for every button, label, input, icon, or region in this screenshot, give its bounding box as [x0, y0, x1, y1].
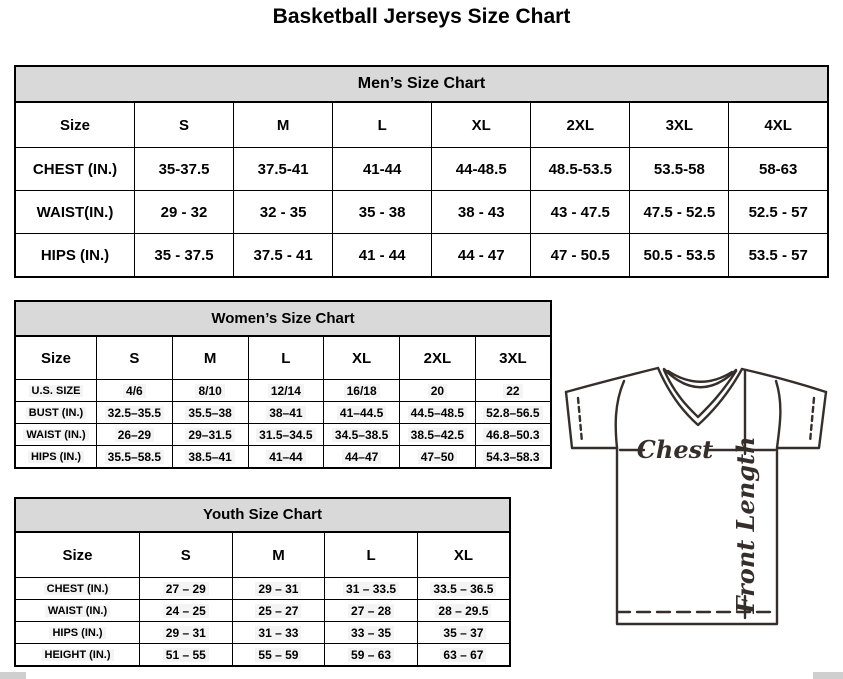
measurement-value: 26–29: [115, 428, 154, 442]
measurement-row-label-text: HIPS (IN.): [28, 451, 84, 463]
size-header: [15, 102, 828, 148]
size-column-label: Size: [62, 546, 93, 564]
measurement-value-cell: [432, 234, 531, 278]
measurement-row-label: [15, 191, 135, 234]
measurement-value: 29 – 31: [163, 626, 209, 640]
size-column-header: [432, 102, 531, 148]
mens-size-chart-section: [14, 65, 829, 278]
measurement-value-cell: [97, 402, 173, 424]
size-column-label: Size: [59, 116, 90, 134]
measurement-value-cell: [234, 148, 333, 191]
measurement-value: 29 - 32: [160, 203, 208, 221]
measurement-value-cell: [333, 148, 432, 191]
measurement-value: 32.5–35.5: [105, 406, 164, 420]
jersey-right-shoulder: [742, 369, 826, 392]
measurement-value: 38–41: [266, 406, 305, 420]
front-length-measure-label: Front Length: [731, 436, 760, 614]
mens-size-table: [14, 101, 829, 278]
size-column-header: [630, 102, 729, 148]
jersey-right-armhole-seam: [776, 381, 780, 448]
measurement-value-cell: [729, 148, 828, 191]
measurement-value-cell: [234, 191, 333, 234]
measurement-value-cell: [135, 148, 234, 191]
measurement-value: 16/18: [344, 384, 380, 398]
measurement-value: 44 - 47: [457, 246, 505, 264]
size-column-label: 2XL: [566, 116, 595, 134]
measurement-value-cell: [135, 191, 234, 234]
womens-chart-header: Women’s Size Chart: [14, 300, 552, 335]
measurement-value-cell: [475, 446, 551, 469]
size-column-label: 4XL: [764, 116, 792, 134]
measurement-value-cell: [97, 446, 173, 469]
measurement-value: 35 - 38: [358, 203, 406, 221]
measurement-row: [15, 600, 510, 622]
measurement-value: 35-37.5: [158, 160, 210, 178]
measurement-value: 47–50: [418, 450, 457, 464]
measurement-value: 31 – 33: [255, 626, 301, 640]
measurement-value-cell: [232, 600, 325, 622]
size-column-header: [475, 336, 551, 380]
measurement-row-label-text: HIPS (IN.): [40, 246, 110, 264]
measurement-value-cell: [97, 424, 173, 446]
measurement-row-label: [15, 622, 140, 644]
jersey-right-sleeve-dashed-line: [810, 398, 814, 442]
measurement-value: 35.5–58.5: [105, 450, 164, 464]
measurement-row-label-text: CHEST (IN.): [32, 160, 118, 178]
measurement-value: 31 – 33.5: [343, 582, 399, 596]
measurement-row: [15, 424, 551, 446]
measurement-row-label: [15, 600, 140, 622]
measurement-value-cell: [531, 234, 630, 278]
chest-measure-label: Chest: [636, 435, 714, 464]
mens-chart-header: Men’s Size Chart: [14, 65, 829, 101]
measurement-value: 38 - 43: [457, 203, 505, 221]
measurement-row-label: [15, 380, 97, 402]
measurement-value: 46.8–50.3: [483, 428, 542, 442]
measurement-value: 28 – 29.5: [435, 604, 491, 618]
measurement-row: [15, 148, 828, 191]
size-column-label: S: [129, 349, 140, 367]
size-column-label: S: [179, 116, 190, 134]
size-column-header: [325, 532, 418, 578]
size-column-label: L: [366, 546, 376, 564]
measurement-value-cell: [324, 446, 400, 469]
size-column-label: M: [276, 116, 290, 134]
measurement-value: 37.5-41: [257, 160, 309, 178]
size-column-header: [15, 336, 97, 380]
measurement-value: 25 – 27: [255, 604, 301, 618]
horizontal-scrollbar-fragment-right[interactable]: [813, 672, 843, 679]
measurement-row-label: [15, 402, 97, 424]
size-column-label: L: [281, 349, 291, 367]
size-column-header: [172, 336, 248, 380]
measurement-value-cell: [140, 644, 233, 667]
measurement-value-cell: [531, 191, 630, 234]
size-column-header: [531, 102, 630, 148]
jersey-left-shoulder: [566, 368, 658, 392]
measurement-value-cell: [248, 380, 324, 402]
measurement-row-label: [15, 424, 97, 446]
measurement-value-cell: [172, 402, 248, 424]
size-column-header: [324, 336, 400, 380]
measurement-value-cell: [432, 148, 531, 191]
measurement-value: 47 - 50.5: [550, 246, 610, 264]
size-column-label: M: [203, 349, 217, 367]
youth-size-chart-section: [14, 497, 511, 667]
size-column-label: Size: [40, 349, 71, 367]
measurement-value-cell: [172, 446, 248, 469]
measurement-value-cell: [234, 234, 333, 278]
measurement-value-cell: [400, 402, 476, 424]
jersey-measurement-diagram: [558, 362, 840, 674]
measurement-value: 33.5 – 36.5: [430, 582, 496, 596]
measurement-value: 53.5-58: [653, 160, 705, 178]
measurement-value: 58-63: [759, 160, 798, 178]
measurement-row-label-text: U.S. SIZE: [29, 385, 84, 397]
measurement-value: 47.5 - 52.5: [643, 203, 716, 221]
jersey-left-sleeve: [566, 392, 617, 448]
measurement-value: 41-44: [362, 160, 402, 178]
measurement-value: 37.5 - 41: [253, 246, 313, 264]
measurement-row-label-text: WAIST(IN.): [36, 203, 114, 221]
measurement-value-cell: [135, 234, 234, 278]
measurement-value-cell: [97, 380, 173, 402]
measurement-value: 22: [503, 384, 522, 398]
measurement-value: 48.5-53.5: [548, 160, 612, 178]
measurement-value-cell: [324, 402, 400, 424]
size-column-label: XL: [352, 349, 372, 367]
size-column-header: [15, 102, 135, 148]
jersey-right-sleeve: [777, 392, 826, 448]
size-column-header: [729, 102, 828, 148]
measurement-value-cell: [630, 191, 729, 234]
measurement-row: [15, 446, 551, 469]
measurement-row: [15, 578, 510, 600]
measurement-row-label-text: HEIGHT (IN.): [42, 649, 114, 661]
size-column-header: [400, 336, 476, 380]
jersey-left-sleeve-dashed-line: [578, 398, 582, 442]
measurement-value: 35 - 37.5: [154, 246, 214, 264]
measurement-value: 44–47: [342, 450, 381, 464]
page-title: Basketball Jerseys Size Chart: [272, 5, 571, 28]
measurement-value-cell: [324, 424, 400, 446]
size-column-label: 2XL: [423, 349, 452, 367]
measurement-row-label: [15, 644, 140, 667]
measurement-value-cell: [475, 380, 551, 402]
measurement-value-cell: [172, 380, 248, 402]
measurement-value: 32 - 35: [259, 203, 307, 221]
youth-chart-header: Youth Size Chart: [14, 497, 511, 531]
measurement-value: 20: [428, 384, 447, 398]
measurement-value: 63 – 67: [440, 648, 486, 662]
measurement-value-cell: [417, 622, 510, 644]
measurement-value: 43 - 47.5: [550, 203, 610, 221]
measurement-value: 31.5–34.5: [256, 428, 315, 442]
measurement-value: 41 - 44: [358, 246, 406, 264]
measurement-value: 41–44.5: [337, 406, 386, 420]
measurement-row-label-text: CHEST (IN.): [44, 583, 112, 595]
size-column-header: [140, 532, 233, 578]
measurement-value-cell: [475, 402, 551, 424]
measurement-value: 35.5–38: [185, 406, 234, 420]
measurement-value: 33 – 35: [348, 626, 394, 640]
measurement-row-label: [15, 446, 97, 469]
measurement-value-cell: [333, 234, 432, 278]
measurement-row-label-text: HIPS (IN.): [49, 627, 105, 639]
womens-size-chart-section: [14, 300, 552, 469]
measurement-value-cell: [400, 380, 476, 402]
measurement-value-cell: [248, 424, 324, 446]
measurement-value: 29 – 31: [255, 582, 301, 596]
measurement-value-cell: [432, 191, 531, 234]
measurement-value: 27 – 29: [163, 582, 209, 596]
womens-size-table: [14, 335, 552, 469]
measurement-rows: [15, 148, 828, 278]
measurement-value: 38.5–41: [185, 450, 234, 464]
measurement-value-cell: [630, 234, 729, 278]
size-column-header: [417, 532, 510, 578]
size-column-label: M: [272, 546, 285, 564]
measurement-value: 44.5–48.5: [408, 406, 467, 420]
measurement-row: [15, 380, 551, 402]
measurement-value: 51 – 55: [163, 648, 209, 662]
size-column-header: [232, 532, 325, 578]
measurement-value: 55 – 59: [255, 648, 301, 662]
measurement-value: 12/14: [268, 384, 304, 398]
measurement-value-cell: [729, 191, 828, 234]
measurement-row: [15, 191, 828, 234]
measurement-value-cell: [417, 644, 510, 667]
measurement-row-label-text: WAIST (IN.): [23, 429, 88, 441]
measurement-value: 52.8–56.5: [483, 406, 542, 420]
youth-size-table: [14, 531, 511, 667]
measurement-row: [15, 622, 510, 644]
measurement-value-cell: [417, 600, 510, 622]
measurement-value: 59 – 63: [348, 648, 394, 662]
size-header-row: [15, 532, 510, 578]
jersey-collar-back-arc-2: [664, 369, 736, 387]
size-column-header: [15, 532, 140, 578]
measurement-value: 50.5 - 53.5: [643, 246, 716, 264]
measurement-value: 27 – 28: [348, 604, 394, 618]
measurement-value-cell: [140, 578, 233, 600]
size-column-label: XL: [453, 546, 474, 564]
measurement-value: 35 – 37: [440, 626, 486, 640]
measurement-value: 38.5–42.5: [408, 428, 467, 442]
measurement-value-cell: [333, 191, 432, 234]
measurement-value-cell: [325, 600, 418, 622]
measurement-value: 44-48.5: [455, 160, 507, 178]
measurement-value-cell: [140, 622, 233, 644]
measurement-value-cell: [325, 644, 418, 667]
measurement-value: 4/6: [123, 384, 146, 398]
size-column-header: [135, 102, 234, 148]
measurement-value-cell: [232, 578, 325, 600]
horizontal-scrollbar-fragment-left[interactable]: [0, 672, 26, 679]
measurement-value-cell: [248, 402, 324, 424]
size-column-header: [97, 336, 173, 380]
measurement-value: 41–44: [266, 450, 305, 464]
measurement-row-label: [15, 578, 140, 600]
jersey-left-armhole-seam: [616, 381, 624, 448]
measurement-value: 34.5–38.5: [332, 428, 391, 442]
measurement-row-label: [15, 234, 135, 278]
measurement-value-cell: [531, 148, 630, 191]
measurement-value-cell: [630, 148, 729, 191]
measurement-value-cell: [325, 622, 418, 644]
measurement-row: [15, 644, 510, 667]
size-column-label: S: [180, 546, 191, 564]
measurement-rows: [15, 578, 510, 667]
measurement-value-cell: [248, 446, 324, 469]
size-column-header: [333, 102, 432, 148]
measurement-value-cell: [140, 600, 233, 622]
measurement-row-label-text: WAIST (IN.): [45, 605, 110, 617]
size-column-label: L: [377, 116, 387, 134]
measurement-row: [15, 234, 828, 278]
measurement-row: [15, 402, 551, 424]
measurement-value-cell: [475, 424, 551, 446]
size-header: [15, 532, 510, 578]
measurement-value: 29–31.5: [185, 428, 234, 442]
size-column-header: [234, 102, 333, 148]
size-header-row: [15, 336, 551, 380]
size-column-header: [248, 336, 324, 380]
measurement-value: 53.5 - 57: [748, 246, 808, 264]
size-column-label: 3XL: [665, 116, 694, 134]
measurement-value-cell: [324, 380, 400, 402]
measurement-value-cell: [172, 424, 248, 446]
measurement-row-label: [15, 148, 135, 191]
measurement-value-cell: [417, 578, 510, 600]
measurement-value-cell: [232, 622, 325, 644]
measurement-value-cell: [325, 578, 418, 600]
measurement-row-label-text: BUST (IN.): [26, 407, 86, 419]
measurement-value-cell: [232, 644, 325, 667]
measurement-value-cell: [400, 424, 476, 446]
measurement-rows: [15, 380, 551, 469]
size-column-label: XL: [471, 116, 491, 134]
measurement-value: 52.5 - 57: [748, 203, 808, 221]
measurement-value: 24 – 25: [163, 604, 209, 618]
measurement-value: 8/10: [195, 384, 224, 398]
size-header-row: [15, 102, 828, 148]
size-header: [15, 336, 551, 380]
measurement-value-cell: [729, 234, 828, 278]
measurement-value-cell: [400, 446, 476, 469]
measurement-value: 54.3–58.3: [483, 450, 542, 464]
size-column-label: 3XL: [499, 349, 527, 367]
